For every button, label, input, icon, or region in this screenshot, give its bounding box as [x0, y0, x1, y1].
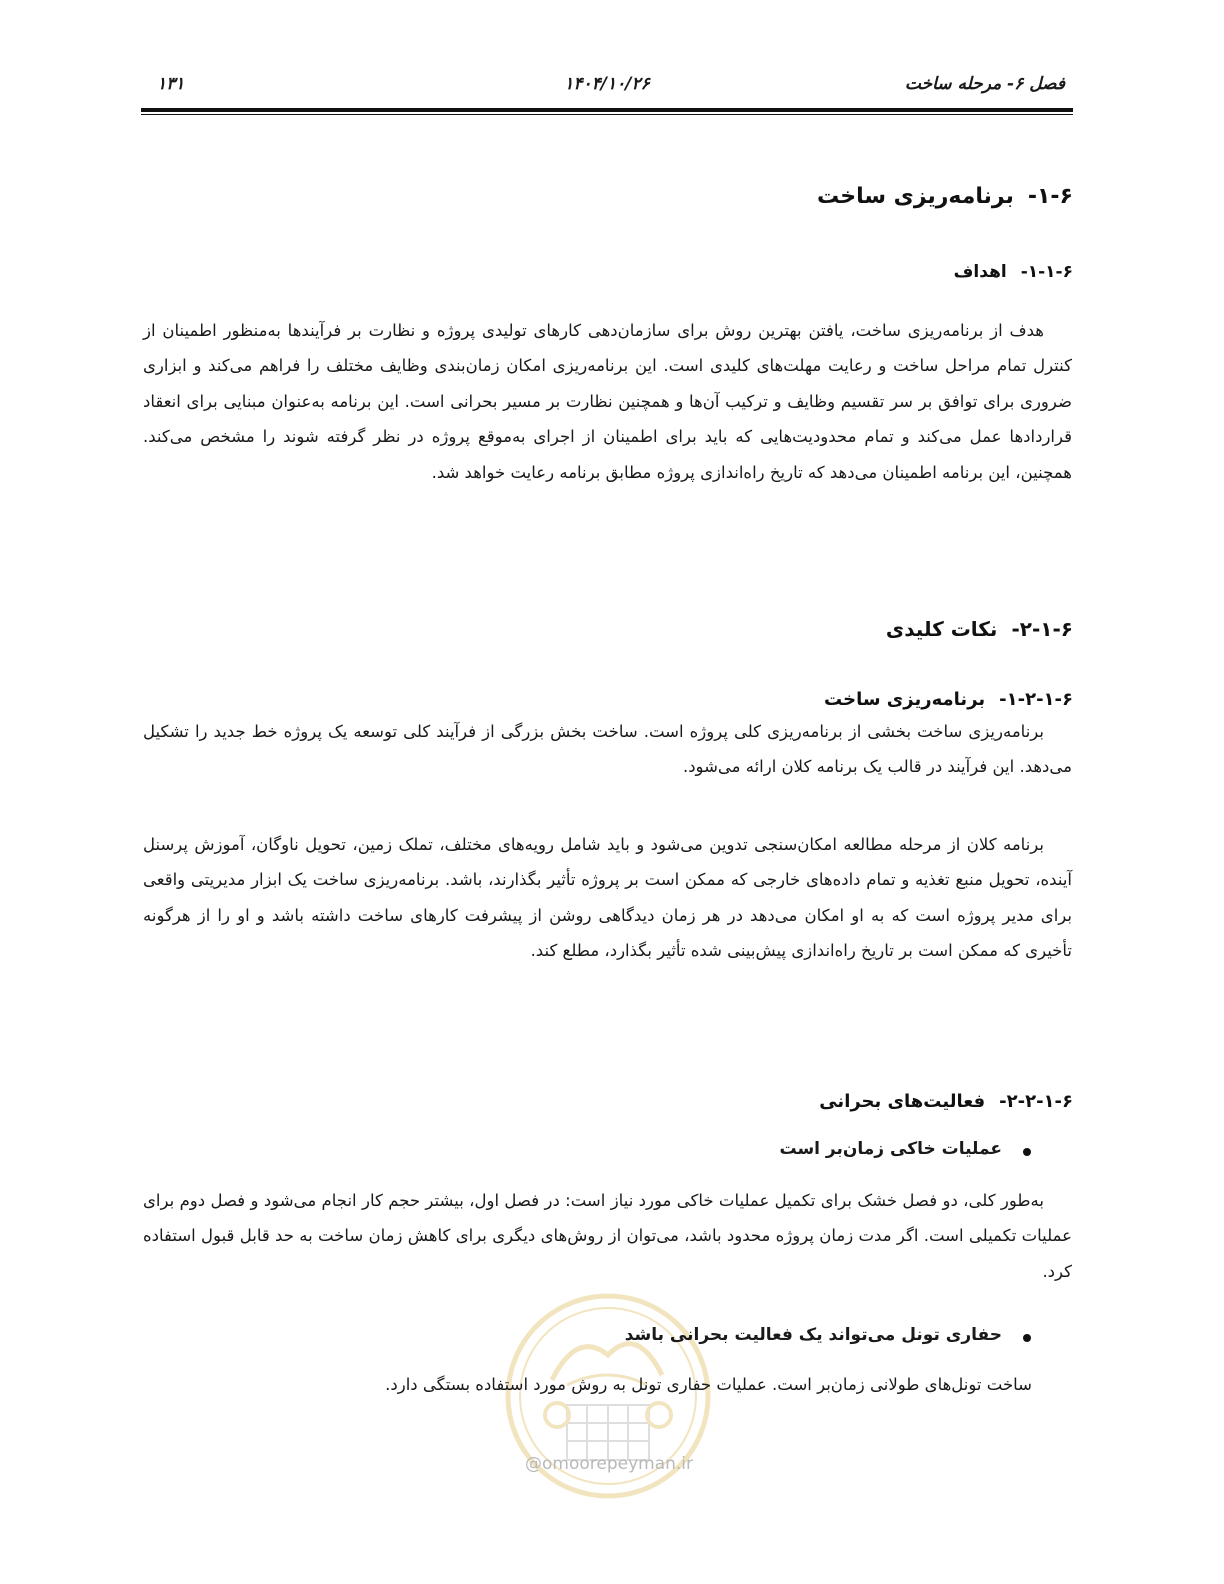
section-title: برنامه‌ریزی ساخت — [816, 184, 1014, 209]
header-page-number: ۱۳۱ — [157, 74, 185, 94]
subsection-keypoints-number: ۲-۱-۶- — [1011, 617, 1073, 641]
subsection-goals-number: ۱-۱-۶- — [1020, 262, 1073, 282]
paragraph-tunnel: ساخت تونل‌های طولانی زمان‌بر است. عملیات حفاری تونل به روش مورد استفاده بستگی دارد. — [385, 1375, 1032, 1394]
bullet-earthworks — [779, 1139, 1002, 1159]
subsubsection-planning-heading — [824, 689, 1073, 710]
page-header — [141, 74, 1073, 104]
subsection-goals-title: اهداف — [953, 262, 1007, 282]
header-chapter-title: فصل ۶- مرحله ساخت — [904, 74, 1065, 94]
section-number: ۱-۶- — [1027, 184, 1073, 209]
header-date: ۱۴۰۴/۱۰/۲۶ — [564, 74, 650, 94]
header-rule-thick — [141, 108, 1073, 112]
subsection-keypoints-heading — [886, 617, 1073, 641]
bullet-tunnel-text: حفاری تونل می‌تواند یک فعالیت بحرانی باشد — [624, 1325, 1002, 1345]
subsection-keypoints-title: نکات کلیدی — [885, 617, 998, 641]
section-heading — [817, 184, 1073, 209]
subsubsection-planning-title: برنامه‌ریزی ساخت — [824, 689, 986, 710]
subsubsection-critical-title: فعالیت‌های بحرانی — [819, 1091, 986, 1112]
header-rule-thin — [141, 114, 1073, 115]
paragraph-earthworks: به‌طور کلی، دو فصل خشک برای تکمیل عملیات خاکی مورد نیاز است: در فصل اول، بیشتر حجم کار انجام می‌شود و فصل دوم برای عملیات تکمیلی است. اگر مدت زمان پروژه محدود باشد، می‌توان از روش‌های دیگری برای کاهش زمان ساخت به حد قابل قبول استفاده کرد. — [143, 1191, 1072, 1281]
subsubsection-planning-number: ۱-۲-۱-۶- — [999, 689, 1073, 710]
subsection-goals-heading — [954, 262, 1073, 282]
paragraph-goals: هدف از برنامه‌ریزی ساخت، یافتن بهترین روش برای سازمان‌دهی کارهای تولیدی پروژه و نظارت بر فرآیندها به‌منظور اطمینان از کنترل تمام مراحل ساخت و رعایت مهلت‌های کلیدی است. این برنامه‌ریزی امکان زمان‌بندی وظایف مختلف را فراهم می‌کند و ابزاری ضروری برای توافق بر سر تقسیم وظایف و ترکیب آن‌ها و همچنین نظارت بر مسیر بحرانی است. این برنامه به‌عنوان مبنایی برای انعقاد قراردادها عمل می‌کند و تمام محدودیت‌هایی که باید برای اطمینان از اجرای به‌موقع پروژه در نظر گرفته شوند را مشخص می‌کند. همچنین، این برنامه اطمینان می‌دهد که تاریخ راه‌اندازی پروژه مطابق برنامه رعایت خواهد شد. — [143, 321, 1072, 482]
bullet-tunnel — [625, 1325, 1002, 1345]
bullet-dot — [1023, 1148, 1031, 1156]
bullet-dot — [1023, 1334, 1031, 1342]
bullet-earthworks-text: عملیات خاکی زمان‌بر است — [779, 1139, 1002, 1159]
paragraph-planning-1: برنامه‌ریزی ساخت بخشی از برنامه‌ریزی کلی پروژه است. ساخت بخش بزرگی از فرآیند کلی توسعه یک پروژه خط جدید را تشکیل می‌دهد. این فرآیند در قالب یک برنامه کلان ارائه می‌شود. — [143, 722, 1072, 777]
subsubsection-critical-heading — [819, 1091, 1073, 1112]
subsubsection-critical-number: ۲-۲-۱-۶- — [999, 1091, 1073, 1112]
watermark-site: @omoorepeyman.ir — [524, 1454, 694, 1474]
paragraph-planning-2: برنامه کلان از مرحله مطالعه امکان‌سنجی تدوین می‌شود و باید شامل رویه‌های مختلف، تملک زمین، تحویل ناوگان، آموزش پرسنل آینده، تحویل منبع تغذیه و تمام داده‌های خارجی که ممکن است بر پروژه تأثیر بگذارند، باشد. برنامه‌ریزی ساخت یک ابزار مدیریتی واقعی برای مدیر پروژه است که به او امکان می‌دهد در هر زمان دیدگاهی روشن از پیشرفت کارهای ساخت داشته باشد و او را از هرگونه تأخیری که ممکن است بر تاریخ راه‌اندازی پیش‌بینی شده تأثیر بگذارد، مطلع کند. — [143, 835, 1072, 961]
